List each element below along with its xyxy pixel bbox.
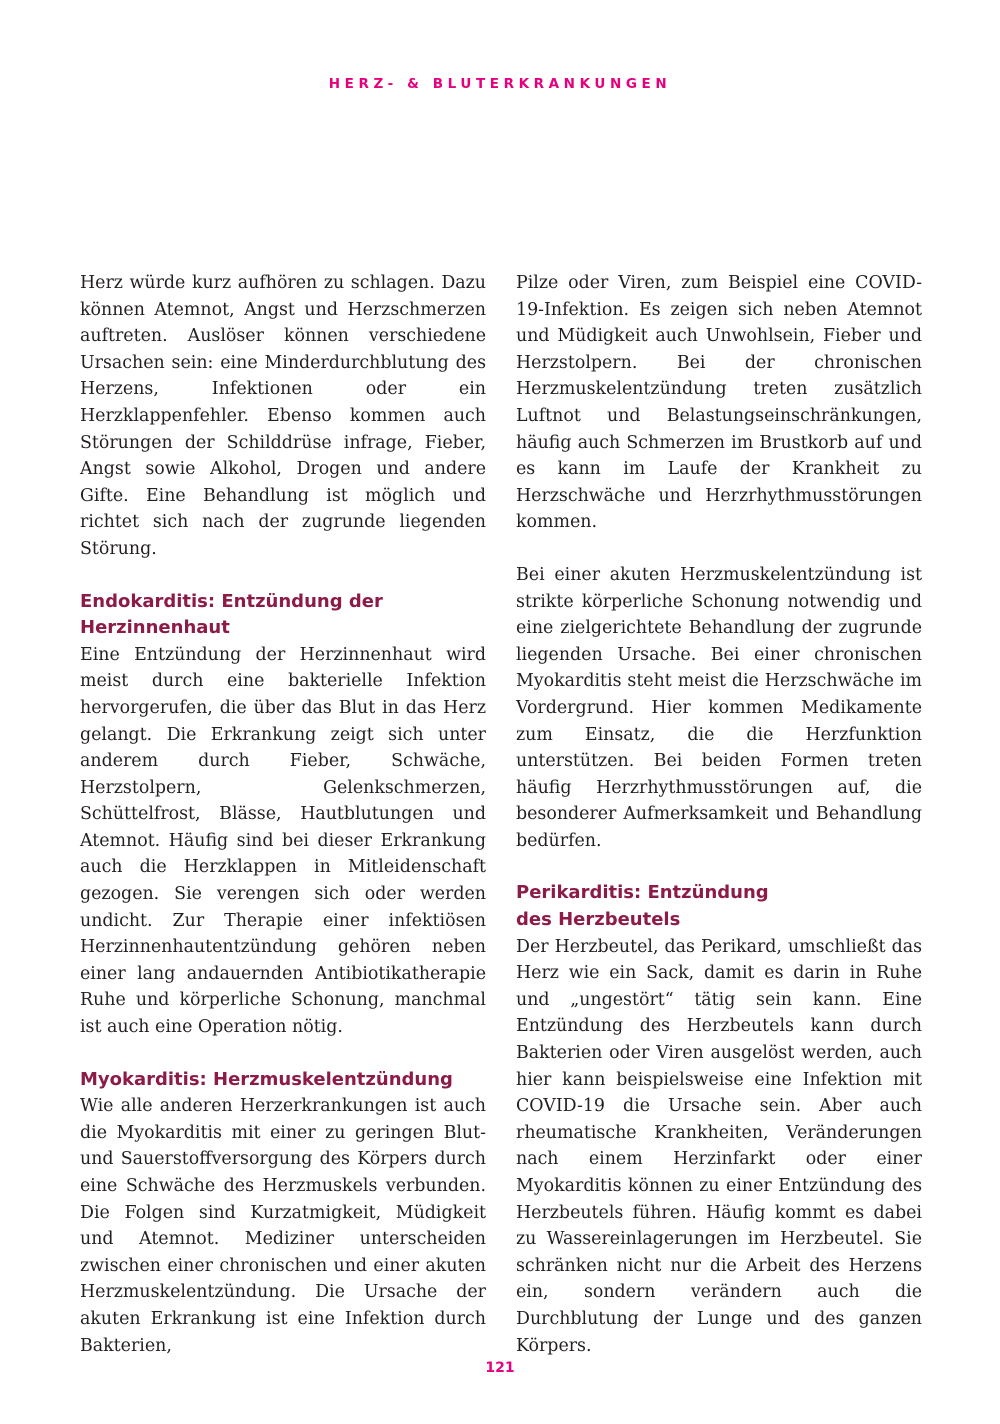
right-column — [516, 270, 922, 1385]
endokarditis-heading-line1: Endokarditis: Entzündung der — [80, 590, 383, 612]
perikarditis-heading — [516, 880, 922, 933]
myokarditis-treatment-section — [516, 562, 922, 855]
endokarditis-heading-line2: Herzinnenhaut — [80, 617, 230, 639]
left-column — [80, 270, 486, 1385]
perikarditis-section — [516, 880, 922, 1359]
perikarditis-heading-line1: Perikarditis: Entzündung — [516, 882, 769, 904]
myokarditis-continued-paragraph: Pilze oder Viren, zum Beispiel eine COVID-19-Infektion. Es zeigen sich neben Atemnot und Müdigkeit auch Unwohlsein, Fieber und Herzstolpern. Bei der chronischen Herzmuskelentzündung treten zusätzlich Luftnot und Belastungseinschränkungen, häufig auch Schmerzen im Brustkorb auf und es kann im Laufe der Krankheit zu Herzschwäche und Herzrhythmusstörungen kommen. — [516, 273, 922, 533]
intro-paragraph: Herz würde kurz aufhören zu schlagen. Dazu können Atemnot, Angst und Herzschmerzen auftreten. Auslöser können verschiedene Ursachen sein: eine Minderdurchblutung des Herzens, Infektionen oder ein Herzklappenfehler. Ebenso kommen auch Störungen der Schilddrüse infrage, Fieber, Angst sowie Alkohol, Drogen und andere Gifte. Eine Behandlung ist möglich und richtet sich nach der zugrunde liegenden Störung. — [80, 273, 486, 559]
myokarditis-body: Wie alle anderen Herzerkrankungen ist auch die Myokarditis mit einer zu geringen Blut- und Sauerstoffversorgung des Körpers durch eine Schwäche des Herzmuskels verbunden. Die Folgen sind Kurzatmigkeit, Müdigkeit und Atemnot. Mediziner unterscheiden zwischen einer chronischen und einer akuten Herzmuskelentzündung. Die Ursache der akuten Erkrankung ist eine Infektion durch Bakterien, — [80, 1096, 486, 1356]
myokarditis-continued-section — [516, 270, 922, 536]
perikarditis-heading-line2: des Herzbeutels — [516, 909, 681, 931]
myokarditis-section — [80, 1067, 486, 1360]
endokarditis-body: Eine Entzündung der Herzinnenhaut wird meist durch eine bakterielle Infektion hervorgerufen, die über das Blut in das Herz gelangt. Die Erkrankung zeigt sich unter anderem durch Fieber, Schwäche, Herzstolpern, Gelenkschmerzen, Schüttelfrost, Blässe, Hautblutungen und Atemnot. Häufig sind bei dieser Erkrankung auch die Herzklappen in Mitleidenschaft gezogen. Sie verengen sich oder werden undicht. Zur Therapie einer infektiösen Herzinnenhautentzündung gehören neben einer lang andauernden Antibiotikatherapie Ruhe und körperliche Schonung, manchmal ist auch eine Operation nötig. — [80, 644, 486, 1038]
endokarditis-heading — [80, 589, 486, 642]
page-number: 121 — [485, 1360, 515, 1376]
intro-section — [80, 270, 486, 563]
myokarditis-heading: Myokarditis: Herzmuskelentzündung — [80, 1068, 453, 1090]
myokarditis-treatment-paragraph: Bei einer akuten Herzmuskelentzündung ist strikte körperliche Schonung notwendig und eine zielgerichtete Behandlung der zugrunde liegenden Ursache. Bei einer chronischen Myokarditis steht meist die Herzschwäche im Vordergrund. Hier kommen Medikamente zum Einsatz, die die Herzfunktion unterstützen. Bei beiden Formen treten häufig Herzrhythmusstörungen auf, die besonderer Aufmerksamkeit und Behandlung bedürfen. — [516, 564, 922, 851]
perikarditis-body: Der Herzbeutel, das Perikard, umschließt das Herz wie ein Sack, damit es darin in Ruhe und „ungestört“ tätig sein kann. Eine Entzündung des Herzbeutels kann durch Bakterien oder Viren ausgelöst werden, auch hier kann beispielsweise eine Infektion mit COVID-19 die Ursache sein. Aber auch rheumatische Krankheiten, Veränderungen nach einem Herzinfarkt oder einer Myokarditis können zu einer Entzündung des Herzbeutels führen. Häufig kommt es dabei zu Wassereinlagerungen im Herzbeutel. Sie schränken nicht nur die Arbeit des Herzens ein, sondern verändern auch die Durchblutung der Lunge und des ganzen Körpers. — [516, 936, 922, 1356]
endokarditis-section — [80, 589, 486, 1041]
running-header: HERZ- & BLUTERKRANKUNGEN — [328, 76, 672, 92]
